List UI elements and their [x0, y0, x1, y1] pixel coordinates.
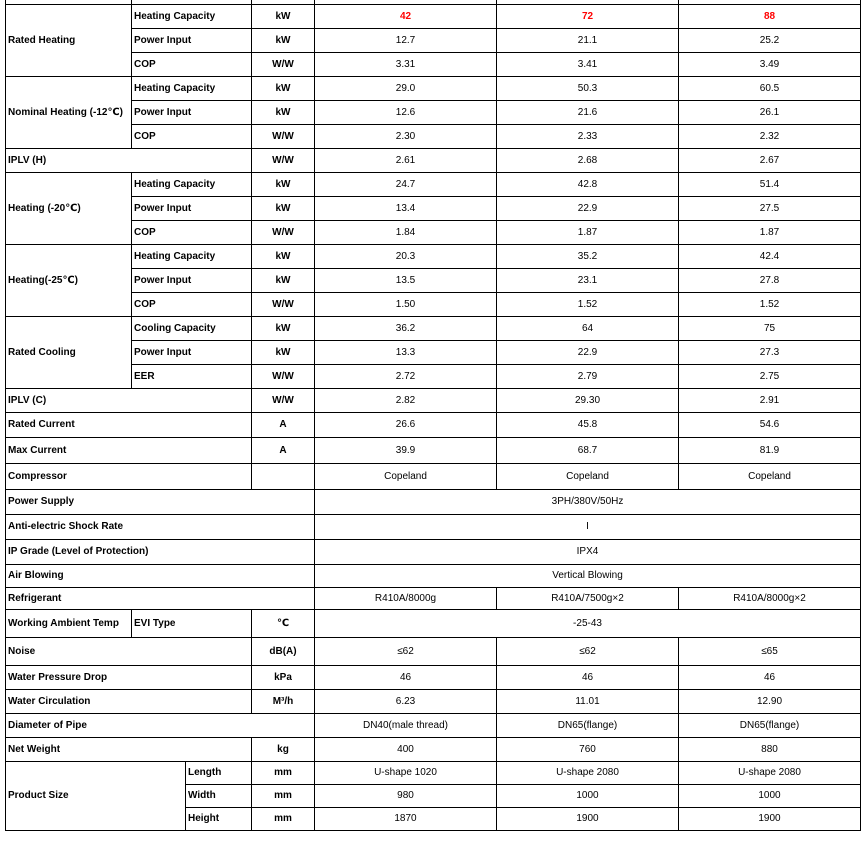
row-label: Height — [186, 808, 252, 831]
value-cell: 1870 — [315, 808, 497, 831]
value-cell: 24.7 — [315, 173, 497, 197]
value-cell: 21.1 — [497, 29, 679, 53]
row-label: COP — [132, 293, 252, 317]
table-row — [6, 29, 861, 53]
value-cell: 22.9 — [497, 341, 679, 365]
row-label: Power Input — [132, 101, 252, 125]
table-row — [6, 464, 861, 490]
table-row — [6, 490, 861, 515]
table-row — [6, 173, 861, 197]
table-row — [6, 690, 861, 714]
row-label: Water Circulation — [6, 690, 252, 714]
unit-cell: W/W — [252, 389, 315, 413]
value-cell: 880 — [679, 738, 861, 762]
value-cell: 27.3 — [679, 341, 861, 365]
value-cell: 1.52 — [679, 293, 861, 317]
table-row — [6, 365, 861, 389]
unit-cell: W/W — [252, 149, 315, 173]
table-row — [6, 540, 861, 565]
table-row — [6, 77, 861, 101]
value-cell: 64 — [497, 317, 679, 341]
value-cell: -25-43 — [315, 610, 861, 638]
unit-cell: kW — [252, 197, 315, 221]
table-row — [6, 317, 861, 341]
value-cell: 1.87 — [497, 221, 679, 245]
table-row — [6, 565, 861, 588]
value-cell: 46 — [679, 666, 861, 690]
row-label: Water Pressure Drop — [6, 666, 252, 690]
value-cell: 3.41 — [497, 53, 679, 77]
table-row — [6, 53, 861, 77]
value-cell: 12.6 — [315, 101, 497, 125]
unit-cell: W/W — [252, 221, 315, 245]
unit-cell: kPa — [252, 666, 315, 690]
table-row — [6, 197, 861, 221]
group-label: Rated Cooling — [6, 317, 132, 389]
row-label: EER — [132, 365, 252, 389]
value-cell: 2.72 — [315, 365, 497, 389]
value-cell: 12.7 — [315, 29, 497, 53]
value-cell: 2.33 — [497, 125, 679, 149]
value-cell: R410A/7500g×2 — [497, 588, 679, 610]
unit-cell: dB(A) — [252, 638, 315, 666]
value-cell: ≤62 — [315, 638, 497, 666]
value-cell: 2.61 — [315, 149, 497, 173]
value-cell: 46 — [315, 666, 497, 690]
unit-cell: W/W — [252, 125, 315, 149]
value-cell: 29.0 — [315, 77, 497, 101]
value-cell: 42.8 — [497, 173, 679, 197]
group-label: Nominal Heating (-12℃) — [6, 77, 132, 149]
value-cell: 81.9 — [679, 438, 861, 464]
value-cell: 1.84 — [315, 221, 497, 245]
value-cell: Copeland — [315, 464, 497, 490]
value-cell: 1.50 — [315, 293, 497, 317]
value-cell: DN40(male thread) — [315, 714, 497, 738]
value-cell: 13.5 — [315, 269, 497, 293]
value-cell: 3PH/380V/50Hz — [315, 490, 861, 515]
unit-cell: M³/h — [252, 690, 315, 714]
group-label: Heating(-25℃) — [6, 245, 132, 317]
value-cell: 22.9 — [497, 197, 679, 221]
value-cell: 2.68 — [497, 149, 679, 173]
unit-cell: kW — [252, 341, 315, 365]
table-row — [6, 714, 861, 738]
row-label: Power Input — [132, 269, 252, 293]
value-cell: 51.4 — [679, 173, 861, 197]
row-label: Heating Capacity — [132, 77, 252, 101]
unit-cell: ℃ — [252, 610, 315, 638]
value-cell: 2.91 — [679, 389, 861, 413]
unit-cell: W/W — [252, 293, 315, 317]
row-label: Width — [186, 785, 252, 808]
row-label: Power Input — [132, 29, 252, 53]
value-cell: 6.23 — [315, 690, 497, 714]
value-cell: 1000 — [497, 785, 679, 808]
value-cell: 12.90 — [679, 690, 861, 714]
unit-cell: kW — [252, 245, 315, 269]
unit-cell: mm — [252, 808, 315, 831]
table-row — [6, 515, 861, 540]
row-label: IPLV (C) — [6, 389, 252, 413]
row-label: Cooling Capacity — [132, 317, 252, 341]
row-label: Working Ambient Temp — [6, 610, 132, 638]
row-label: Heating Capacity — [132, 173, 252, 197]
table-row — [6, 588, 861, 610]
table-row — [6, 438, 861, 464]
value-cell: 23.1 — [497, 269, 679, 293]
value-cell: 1000 — [679, 785, 861, 808]
value-cell: 35.2 — [497, 245, 679, 269]
value-cell: 27.5 — [679, 197, 861, 221]
unit-cell: mm — [252, 762, 315, 785]
value-cell: 2.67 — [679, 149, 861, 173]
row-label: IP Grade (Level of Protection) — [6, 540, 315, 565]
value-cell: ≤62 — [497, 638, 679, 666]
value-cell: 45.8 — [497, 413, 679, 438]
row-label: Anti-electric Shock Rate — [6, 515, 315, 540]
row-sub-label: EVI Type — [132, 610, 252, 638]
unit-cell: kg — [252, 738, 315, 762]
value-cell: U-shape 2080 — [497, 762, 679, 785]
value-cell: 29.30 — [497, 389, 679, 413]
value-cell: 2.75 — [679, 365, 861, 389]
unit-cell: kW — [252, 101, 315, 125]
unit-cell: W/W — [252, 53, 315, 77]
row-label: Rated Current — [6, 413, 252, 438]
value-cell: 2.32 — [679, 125, 861, 149]
value-cell: I — [315, 515, 861, 540]
value-cell: 88 — [679, 5, 861, 29]
value-cell: 21.6 — [497, 101, 679, 125]
unit-cell: W/W — [252, 365, 315, 389]
value-cell: 2.79 — [497, 365, 679, 389]
row-label: IPLV (H) — [6, 149, 252, 173]
value-cell: 26.1 — [679, 101, 861, 125]
row-label: Heating Capacity — [132, 5, 252, 29]
row-label: Compressor — [6, 464, 252, 490]
table-row — [6, 666, 861, 690]
value-cell: 3.49 — [679, 53, 861, 77]
value-cell: 27.8 — [679, 269, 861, 293]
value-cell: DN65(flange) — [679, 714, 861, 738]
value-cell: 760 — [497, 738, 679, 762]
unit-cell: A — [252, 413, 315, 438]
value-cell: 39.9 — [315, 438, 497, 464]
value-cell: 2.82 — [315, 389, 497, 413]
row-label: COP — [132, 53, 252, 77]
value-cell: 42.4 — [679, 245, 861, 269]
value-cell: U-shape 1020 — [315, 762, 497, 785]
table-row — [6, 762, 861, 785]
value-cell: 1.52 — [497, 293, 679, 317]
group-label: Heating (-20℃) — [6, 173, 132, 245]
row-label: Noise — [6, 638, 252, 666]
table-row — [6, 101, 861, 125]
unit-cell — [252, 464, 315, 490]
value-cell: DN65(flange) — [497, 714, 679, 738]
row-label: Power Supply — [6, 490, 315, 515]
row-label: Refrigerant — [6, 588, 315, 610]
unit-cell: kW — [252, 29, 315, 53]
value-cell: 72 — [497, 5, 679, 29]
value-cell: 42 — [315, 5, 497, 29]
table-row — [6, 341, 861, 365]
value-cell: 400 — [315, 738, 497, 762]
value-cell: Vertical Blowing — [315, 565, 861, 588]
table-row — [6, 5, 861, 29]
row-label: Air Blowing — [6, 565, 315, 588]
value-cell: 20.3 — [315, 245, 497, 269]
table-row — [6, 293, 861, 317]
value-cell: 1900 — [679, 808, 861, 831]
group-label: Rated Heating — [6, 5, 132, 77]
row-label: Length — [186, 762, 252, 785]
unit-cell: kW — [252, 5, 315, 29]
value-cell: 2.30 — [315, 125, 497, 149]
table-row — [6, 221, 861, 245]
group-label: Product Size — [6, 762, 186, 831]
row-label: Net Weight — [6, 738, 252, 762]
unit-cell: kW — [252, 317, 315, 341]
table-row — [6, 245, 861, 269]
value-cell: 980 — [315, 785, 497, 808]
row-label: Heating Capacity — [132, 245, 252, 269]
row-label: Power Input — [132, 197, 252, 221]
row-label: COP — [132, 221, 252, 245]
unit-cell: A — [252, 438, 315, 464]
value-cell: 46 — [497, 666, 679, 690]
value-cell: 26.6 — [315, 413, 497, 438]
table-row — [6, 269, 861, 293]
row-label: Power Input — [132, 341, 252, 365]
value-cell: 1.87 — [679, 221, 861, 245]
value-cell: U-shape 2080 — [679, 762, 861, 785]
value-cell: 13.3 — [315, 341, 497, 365]
table-row — [6, 610, 861, 638]
table-row — [6, 125, 861, 149]
row-label: Max Current — [6, 438, 252, 464]
value-cell: 11.01 — [497, 690, 679, 714]
value-cell: 3.31 — [315, 53, 497, 77]
value-cell: 68.7 — [497, 438, 679, 464]
row-label: COP — [132, 125, 252, 149]
value-cell: Copeland — [497, 464, 679, 490]
value-cell: 75 — [679, 317, 861, 341]
value-cell: ≤65 — [679, 638, 861, 666]
table-row — [6, 738, 861, 762]
row-label: Diameter of Pipe — [6, 714, 315, 738]
value-cell: 36.2 — [315, 317, 497, 341]
value-cell: 25.2 — [679, 29, 861, 53]
value-cell: 13.4 — [315, 197, 497, 221]
value-cell: Copeland — [679, 464, 861, 490]
spec-table — [5, 0, 861, 831]
table-row — [6, 638, 861, 666]
table-row — [6, 413, 861, 438]
unit-cell: kW — [252, 269, 315, 293]
table-row — [6, 389, 861, 413]
value-cell: R410A/8000g — [315, 588, 497, 610]
value-cell: 1900 — [497, 808, 679, 831]
value-cell: IPX4 — [315, 540, 861, 565]
unit-cell: mm — [252, 785, 315, 808]
value-cell: 50.3 — [497, 77, 679, 101]
value-cell: 60.5 — [679, 77, 861, 101]
unit-cell: kW — [252, 77, 315, 101]
table-row — [6, 149, 861, 173]
value-cell: R410A/8000g×2 — [679, 588, 861, 610]
value-cell: 54.6 — [679, 413, 861, 438]
unit-cell: kW — [252, 173, 315, 197]
